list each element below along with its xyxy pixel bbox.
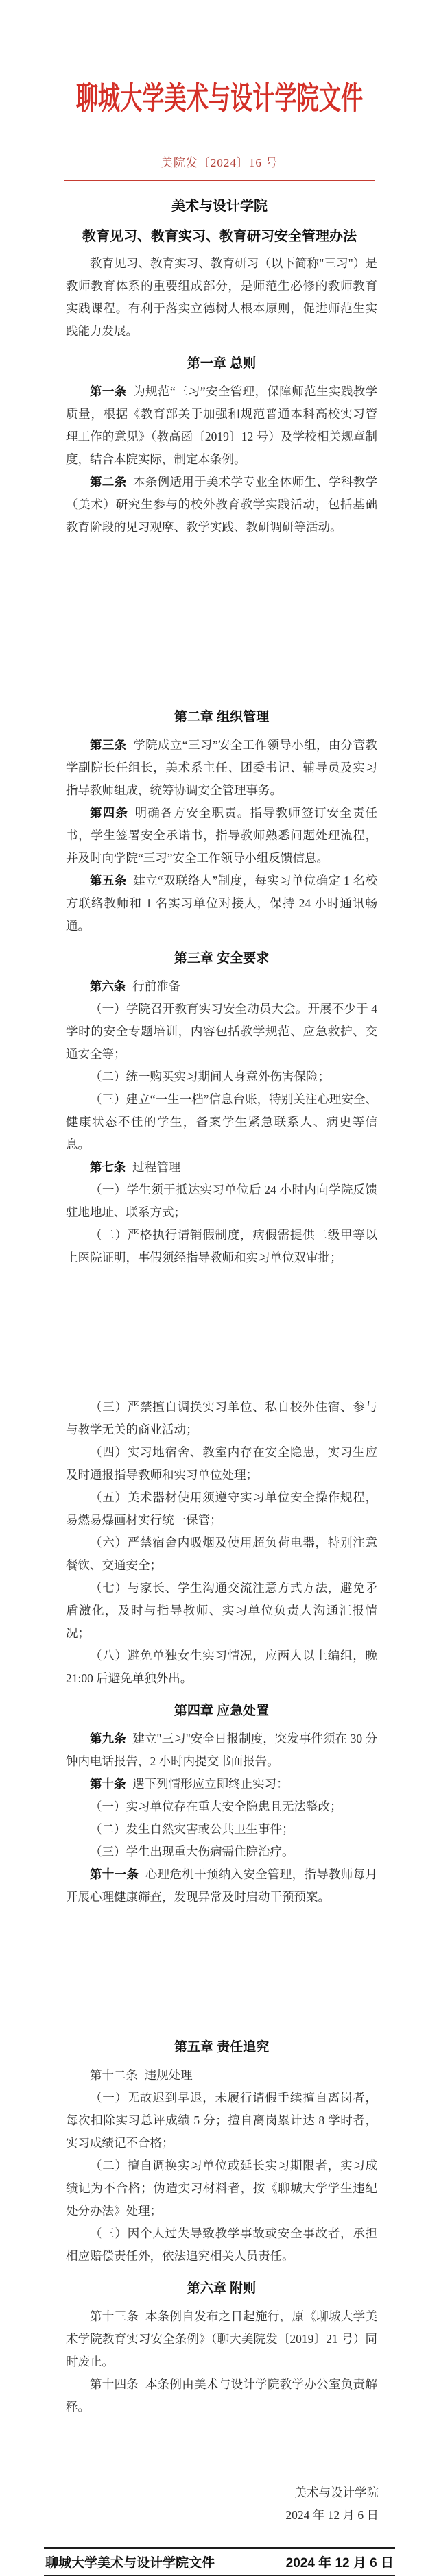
article-3: 第三条 学院成立“三习”安全工作领导小组，由分管教学副院长任组长，美术系主任、团委书记、辅导员及实习指导教师组成，统筹协调安全管理事务。 [66, 738, 377, 797]
page-break-gap-3 [0, 1909, 439, 2026]
article-12-label: 第十二条 [90, 2068, 138, 2082]
footer-left-text: 聊城大学美术与设计学院文件 [45, 2555, 215, 2571]
page-1 [0, 252, 439, 539]
article-6-item-2: （二）统一购买实习期间人身意外伤害保险； [90, 1070, 330, 1083]
article-6-item-1: （一）学院召开教育实习安全动员大会。开展不少于 4 学时的安全专题培训，内容包括教学规范、应急救护、交通安全等； [66, 1002, 377, 1061]
page-break-gap-1 [0, 539, 439, 696]
article-4-label: 第四条 [90, 806, 128, 820]
chapter-4: 第四章 应急处置 [174, 1704, 270, 1718]
chapter-5: 第五章 责任追究 [174, 2040, 270, 2054]
signature-block [0, 2481, 439, 2527]
article-13-label: 第十三条 [90, 2309, 139, 2323]
article-6-label: 第六条 [90, 979, 126, 993]
chapter-1: 第一章 总则 [187, 356, 257, 371]
chapter-6: 第六章 附则 [187, 2281, 257, 2296]
letterhead-divider [64, 180, 375, 181]
article-7-item-2: （二）严格执行请销假制度，病假需提供二级甲等以上医院证明，事假须经指导教师和实习单位双审批； [66, 1228, 377, 1264]
article-12-item-2: （二）擅自调换实习单位或延长实习期限者，实习成绩记为不合格；伪造实习材料者，按《聊城大学学生违纪处分办法》处理； [66, 2159, 377, 2218]
article-11: 第十一条 心理危机干预纳入安全管理，指导教师每月开展心理健康筛查，发现异常及时启动干预预案。 [66, 1867, 377, 1904]
letterhead-org-title: 聊城大学美术与设计学院文件 [75, 81, 364, 116]
article-9: 第九条 建立"三习"安全日报制度，突发事件须在 30 分钟内电话报告，2 小时内提交书面报告。 [66, 1732, 377, 1768]
document-title-line2: 教育见习、教育实习、教育研习安全管理办法 [82, 229, 357, 244]
article-10-label: 第十条 [90, 1777, 126, 1791]
article-7-item-4: （四）实习地宿舍、教室内存在安全隐患，实习生应及时通报指导教师和实习单位处理； [66, 1445, 377, 1482]
intro-paragraph: 教育见习、教育实习、教育研习（以下简称"三习"）是教师教育体系的重要组成部分，是师范生必修的教师教育实践课程。有利于落实立德树人根本原则，促进师范生实践能力发展。 [66, 256, 377, 338]
article-12-item-1: （一）无故迟到早退，未履行请假手续擅自离岗者，每次扣除实习总评成绩 5 分；擅自离岗累计达 8 学时者，实习成绩记不合格； [66, 2091, 377, 2150]
article-6: 第六条 行前准备 [90, 979, 181, 993]
article-7-item-1: （一）学生须于抵达实习单位后 24 小时内向学院反馈驻地地址、联系方式； [66, 1183, 377, 1219]
article-1: 第一条 为规范“三习”安全管理，保障师范生实践教学质量，根据《教育部关于加强和规范普通本科高校实习管理工作的意见》（教高函〔2019〕12 号）及学校相关规章制度，结合本院实际，制定本条例。 [66, 384, 377, 466]
article-3-label: 第三条 [90, 738, 127, 752]
article-12: 第十二条 违规处理 [90, 2068, 193, 2082]
article-7-item-8: （八）避免单独女生实习情况，应两人以上编组，晚 21:00 后避免单独外出。 [66, 1649, 377, 1685]
page-break-gap-2 [0, 1269, 439, 1396]
article-10-item-2: （二）发生自然灾害或公共卫生事件； [90, 1822, 294, 1836]
footer-right-date: 2024 年 12 月 6 日 [285, 2555, 394, 2571]
page-2 [0, 706, 439, 1269]
article-14-label: 第十四条 [90, 2377, 139, 2391]
article-7-item-6: （六）严禁宿舍内吸烟及使用超负荷电器，特别注意餐饮、交通安全； [66, 1536, 377, 1572]
article-7-item-7: （七）与家长、学生沟通交流注意方式方法，避免矛盾激化，及时与指导教师、实习单位负责人沟通汇报情况； [66, 1581, 377, 1640]
page-4 [0, 2036, 439, 2418]
footer [44, 2547, 395, 2576]
chapter-3: 第三章 安全要求 [174, 951, 270, 966]
article-1-label: 第一条 [90, 384, 127, 398]
article-10-item-3: （三）学生出现重大伤病需住院治疗。 [90, 1845, 294, 1859]
document-number: 美院发〔2024〕16 号 [161, 156, 278, 169]
article-2: 第二条 本条例适用于美术学专业全体师生、学科教学（美术）研究生参与的校外教育教学实践活动，包括基础教育阶段的见习观摩、教学实践、教研调研等活动。 [66, 475, 377, 534]
chapter-2: 第二章 组织管理 [174, 710, 270, 724]
article-11-label: 第十一条 [90, 1867, 139, 1881]
signature-date: 2024 年 12 月 6 日 [285, 2508, 379, 2522]
article-10-item-1: （一）实习单位存在重大安全隐患且无法整改； [90, 1800, 342, 1813]
page-3 [0, 1396, 439, 1909]
document-body [0, 252, 439, 2418]
article-10: 第十条 遇下列情形应立即终止实习： [90, 1777, 289, 1791]
article-2-label: 第二条 [90, 475, 127, 489]
article-14: 第十四条 本条例由美术与设计学院教学办公室负责解释。 [66, 2377, 377, 2414]
article-12-item-3: （三）因个人过失导致教学事故或安全事故者，承担相应赔偿责任外，依法追究相关人员责任。 [66, 2227, 377, 2263]
article-7-label: 第七条 [90, 1160, 126, 1174]
official-document [0, 81, 439, 2571]
article-7-item-5: （五）美术器材使用须遵守实习单位安全操作规程，易燃易爆画材实行统一保管； [66, 1491, 377, 1527]
signature-org: 美术与设计学院 [294, 2486, 379, 2499]
article-13: 第十三条 本条例自发布之日起施行，原《聊城大学美术学院教育实习安全条例》（聊大美院发〔2019〕21 号）同时废止。 [66, 2309, 377, 2368]
article-5: 第五条 建立“双联络人”制度，每实习单位确定 1 名校方联络教师和 1 名实习单位对接人，保持 24 小时通讯畅通。 [66, 874, 377, 933]
article-9-label: 第九条 [90, 1732, 126, 1745]
article-7-item-3: （三）严禁擅自调换实习单位、私自校外住宿、参与与教学无关的商业活动； [66, 1400, 377, 1436]
article-6-item-3: （三）建立“一生一档”信息台账，特别关注心理安全、健康状态不佳的学生，备案学生紧急联系人、病史等信息。 [66, 1092, 377, 1151]
article-7: 第七条 过程管理 [90, 1160, 181, 1174]
article-4: 第四条 明确各方安全职责。指导教师签订安全责任书，学生签署安全承诺书，指导教师熟悉问题处理流程，并及时向学院“三习”安全工作领导小组反馈信息。 [66, 806, 378, 865]
document-title-line1: 美术与设计学院 [171, 199, 268, 214]
article-5-label: 第五条 [90, 874, 127, 887]
